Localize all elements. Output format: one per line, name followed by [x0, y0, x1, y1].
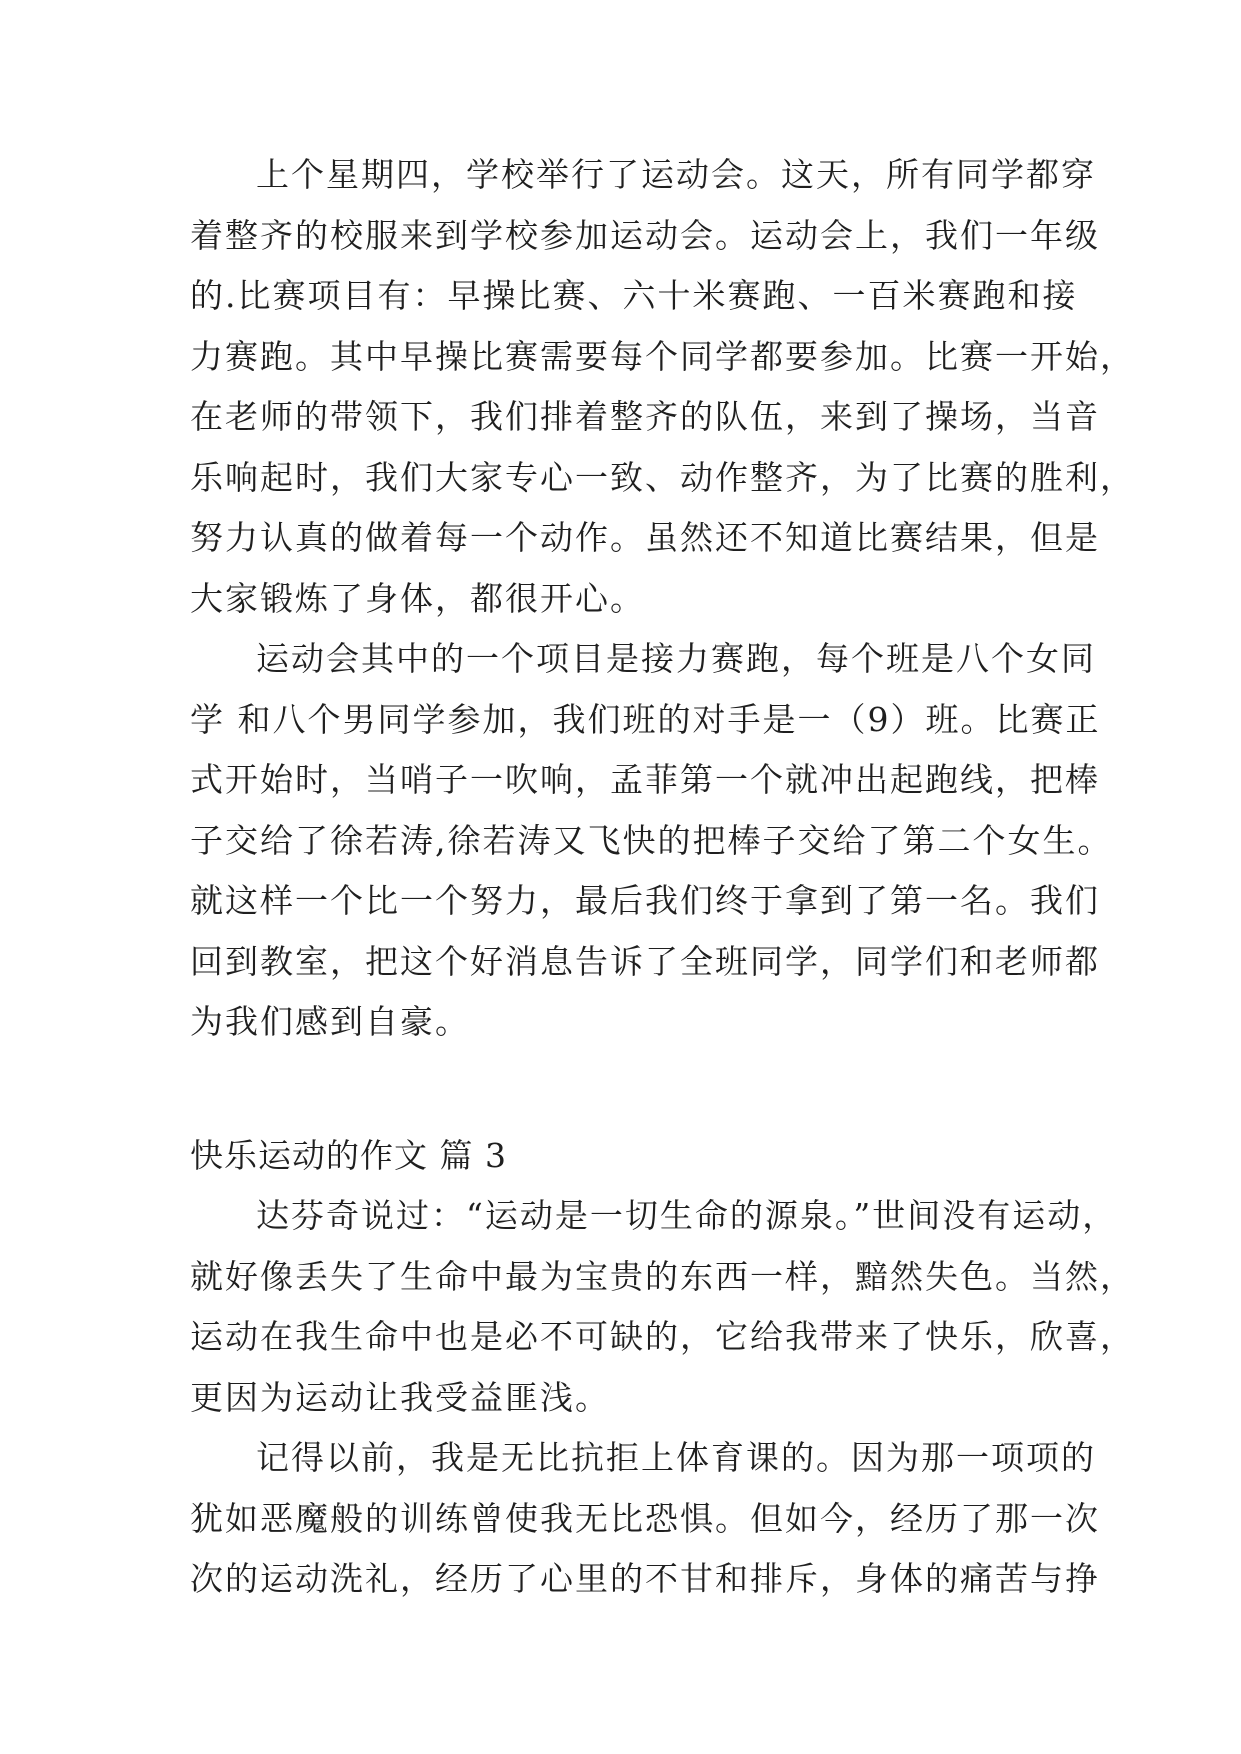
paragraph-2: [190, 629, 1113, 1053]
paragraph-line: 运动在我生命中也是必不可缺的，它给我带来了快乐，欣喜，: [190, 1317, 1135, 1356]
paragraph-1: [190, 145, 1135, 629]
paragraph-line: 在老师的带领下，我们排着整齐的队伍，来到了操场，当音: [190, 397, 1100, 436]
paragraph-4: [190, 1428, 1100, 1610]
paragraph-line: 为我们感到自豪。: [190, 1002, 470, 1041]
paragraph-line: 回到教室，把这个好消息告诉了全班同学，同学们和老师都: [190, 941, 1100, 981]
paragraph-line: 记得以前，我是无比抗拒上体育课的。因为那一项项的: [256, 1438, 1096, 1477]
paragraph-line: 上个星期四，学校举行了运动会。这天，所有同学都穿: [256, 155, 1096, 194]
paragraph-line: 式开始时，当哨子一吹响，孟菲第一个就冲出起跑线，把棒: [190, 760, 1100, 799]
paragraph-line: 学 和八个男同学参加，我们班的对手是一（9）班。比赛正: [190, 699, 1101, 739]
paragraph-line: 子交给了徐若涛,徐若涛又飞快的把棒子交给了第二个女生。: [190, 820, 1113, 860]
paragraph-line: 的.比赛项目有：早操比赛、六十米赛跑、一百米赛跑和接: [190, 276, 1078, 315]
document-body: [190, 145, 1135, 1610]
section-heading: 快乐运动的作文 篇 3: [190, 1135, 507, 1175]
paragraph-line: 更因为运动让我受益匪浅。: [190, 1377, 610, 1417]
paragraph-line: 努力认真的做着每一个动作。虽然还不知道比赛结果，但是: [190, 518, 1100, 557]
paragraph-3: [190, 1186, 1135, 1428]
paragraph-line: 达芬奇说过：“运动是一切生命的源泉。”世间没有运动，: [256, 1196, 1118, 1235]
paragraph-line: 乐响起时，我们大家专心一致、动作整齐，为了比赛的胜利，: [190, 457, 1135, 497]
paragraph-line: 犹如恶魔般的训练曾使我无比恐惧。但如今，经历了那一次: [190, 1498, 1100, 1538]
section-spacer: [190, 1053, 1060, 1126]
paragraph-line: 力赛跑。其中早操比赛需要每个同学都要参加。比赛一开始，: [190, 336, 1135, 376]
paragraph-line: 就这样一个比一个努力，最后我们终于拿到了第一名。我们: [190, 881, 1100, 920]
paragraph-line: 着整齐的校服来到学校参加运动会。运动会上，我们一年级: [190, 215, 1100, 255]
paragraph-line: 运动会其中的一个项目是接力赛跑，每个班是八个女同: [256, 639, 1096, 678]
paragraph-line: 就好像丢失了生命中最为宝贵的东西一样，黯然失色。当然，: [190, 1256, 1135, 1296]
paragraph-line: 次的运动洗礼，经历了心里的不甘和排斥，身体的痛苦与挣: [190, 1559, 1100, 1598]
paragraph-line: 大家锻炼了身体，都很开心。: [190, 578, 645, 618]
